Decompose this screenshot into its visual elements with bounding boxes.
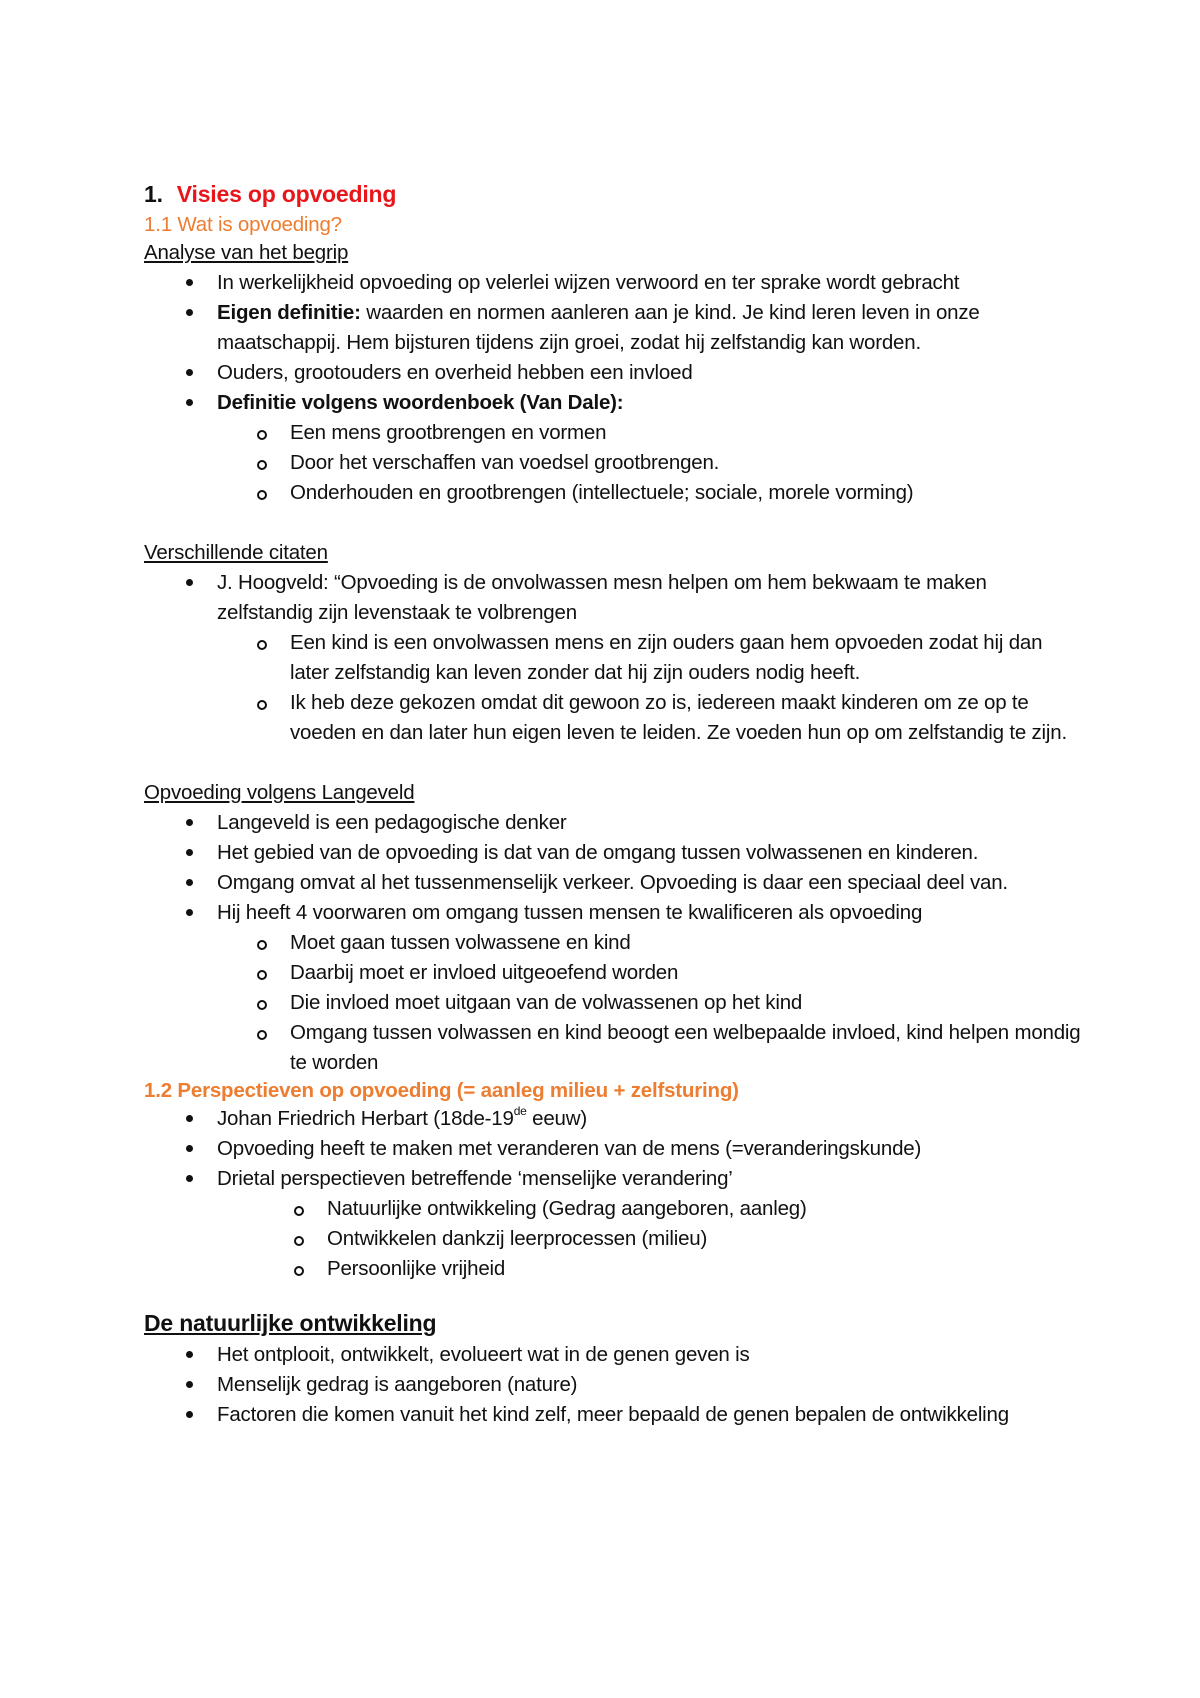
sub-list-item: Door het verschaffen van voedsel grootbrengen. [144, 448, 1084, 478]
list-item: J. Hoogveld: “Opvoeding is de onvolwassen mesn helpen om hem bekwaam te maken zelfstandig zijn levenstaak te volbrengen [144, 568, 1084, 628]
perspectieven-list [144, 1104, 1084, 1284]
sub-list-item: Daarbij moet er invloed uitgeoefend worden [144, 958, 1084, 988]
sub-list-item: Een kind is een onvolwassen mens en zijn ouders gaan hem opvoeden zodat hij dan later zelfstandig kan leven zonder dat hij zijn ouders nodig heeft. [144, 628, 1084, 688]
chapter-number: 1. [144, 181, 163, 207]
list-item: Het ontplooit, ontwikkelt, evolueert wat in de genen geven is [144, 1340, 1084, 1370]
herbart-text-end: eeuw) [526, 1107, 587, 1130]
definition-text: waarden en normen aanleren aan je kind. Je kind leren leven in onze maatschappij. Hem bijsturen tijdens zijn groei, zodat hij zelfstandig kan worden. [217, 301, 980, 354]
list-item [144, 1104, 1084, 1134]
sub-list-item: Ik heb deze gekozen omdat dit gewoon zo is, iedereen maakt kinderen om ze op te voeden en dan later hun eigen leven te leiden. Ze voeden hun op om zelfstandig te zijn. [144, 688, 1084, 748]
list-item: Het gebied van de opvoeding is dat van de omgang tussen volwassenen en kinderen. [144, 838, 1084, 868]
chapter-title: Visies op opvoeding [176, 181, 397, 207]
list-item: Ouders, grootouders en overheid hebben een invloed [144, 358, 1084, 388]
citaten-list [144, 568, 1084, 748]
analyse-list [144, 268, 1084, 508]
spacer [144, 1284, 1084, 1306]
citaten-heading: Verschillende citaten [144, 541, 328, 564]
sub-list-item: Onderhouden en grootbrengen (intellectuele; sociale, morele vorming) [144, 478, 1084, 508]
chapter-heading [144, 176, 1084, 212]
sub-list-item: Ontwikkelen dankzij leerprocessen (milieu) [144, 1224, 1084, 1254]
sub-list-item: Natuurlijke ontwikkeling (Gedrag aangeboren, aanleg) [144, 1194, 1084, 1224]
spacer [144, 508, 1084, 538]
langeveld-list [144, 808, 1084, 1078]
sub-list-item: Een mens grootbrengen en vormen [144, 418, 1084, 448]
herbart-superscript: de [513, 1104, 527, 1119]
langeveld-heading: Opvoeding volgens Langeveld [144, 781, 415, 804]
list-item: In werkelijkheid opvoeding op velerlei wijzen verwoord en ter sprake wordt gebracht [144, 268, 1084, 298]
list-item [144, 298, 1084, 358]
natuurlijk-heading: De natuurlijke ontwikkeling [144, 1310, 437, 1336]
sub-list-item: Moet gaan tussen volwassene en kind [144, 928, 1084, 958]
herbart-text: Johan Friedrich Herbart (18de-19 [217, 1107, 514, 1130]
list-item: Langeveld is een pedagogische denker [144, 808, 1084, 838]
sub-list-item: Die invloed moet uitgaan van de volwassenen op het kind [144, 988, 1084, 1018]
sub-list-item: Omgang tussen volwassen en kind beoogt een welbepaalde invloed, kind helpen mondig te worden [144, 1018, 1084, 1078]
sub-list-item: Persoonlijke vrijheid [144, 1254, 1084, 1284]
list-item: Drietal perspectieven betreffende ‘menselijke verandering’ [144, 1164, 1084, 1194]
natuurlijk-list [144, 1340, 1084, 1430]
list-item: Definitie volgens woordenboek (Van Dale): [144, 388, 1084, 418]
section-1-2-title: 1.2 Perspectieven op opvoeding (= aanleg milieu + zelfsturing) [144, 1079, 739, 1102]
list-item: Omgang omvat al het tussenmenselijk verkeer. Opvoeding is daar een speciaal deel van. [144, 868, 1084, 898]
list-item: Menselijk gedrag is aangeboren (nature) [144, 1370, 1084, 1400]
document-content [144, 176, 1084, 1430]
analyse-heading: Analyse van het begrip [144, 241, 349, 264]
definition-label: Eigen definitie: [217, 301, 361, 324]
list-item: Factoren die komen vanuit het kind zelf, meer bepaald de genen bepalen de ontwikkeling [144, 1400, 1084, 1430]
section-1-1-title: 1.1 Wat is opvoeding? [144, 213, 342, 236]
list-item: Opvoeding heeft te maken met veranderen van de mens (=veranderingskunde) [144, 1134, 1084, 1164]
spacer [144, 748, 1084, 778]
list-item: Hij heeft 4 voorwaren om omgang tussen mensen te kwalificeren als opvoeding [144, 898, 1084, 928]
